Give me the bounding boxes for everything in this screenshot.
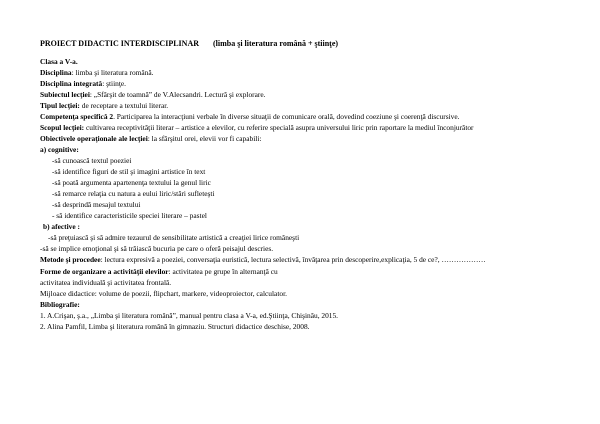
title-main: PROIECT DIDACTIC INTERDISCIPLINAR <box>40 39 199 48</box>
metode-line: Metode şi procedee: lectura expresivă a poeziei, conversaţia euristică, lectura selectivă, învăţarea prin descoperire,explicaţia, 5 de ce?, ……………… <box>40 255 486 264</box>
list-item: -să remarce relaţia cu natura a eului liric/stări sufleteşti <box>52 189 215 198</box>
forme-continuation: activitatea individuală şi activitatea frontală. <box>40 278 172 287</box>
mijloace-line: Mijloace didactice: volume de poezii, flipchart, markere, videoproiector, calculator. <box>40 289 287 298</box>
bibliography-item: 1. A.Crişan, ş.a., „Limba şi literatura română”, manual pentru clasa a V-a, ed.Ştiinţa, Chişinău, 2015. <box>40 311 339 320</box>
obiective-line: Obiectivele operaţionale ale lecţiei: la sfârşitul orei, elevii vor fi capabili: <box>40 134 262 143</box>
bibliography-item: 2. Alina Pamfil, Limba şi literatura română în gimnaziu. Structuri didactice deschise, 2008. <box>40 322 310 331</box>
disciplina-line: Disciplina: limba şi literatura română. <box>40 68 154 77</box>
bibliografie-heading: Bibliografie: <box>40 300 80 309</box>
list-item: -să identifice figuri de stil şi imagini artistice în text <box>52 167 206 176</box>
list-item: -să se implice emoţional şi să trăiască bucuria pe care o oferă peisajul descries. <box>40 244 274 253</box>
list-item: -să cunoască textul poeziei <box>52 156 132 165</box>
clasa-line: Clasa a V-a. <box>40 57 78 66</box>
subiectul-line: Subiectul lecţiei: „Sfârşit de toamnă” de V.Alecsandri. Lectură şi explorare. <box>40 90 266 99</box>
forme-line: Forme de organizare a activităţii elevilor: activitatea pe grupe în alternanţă cu <box>40 267 278 276</box>
scopul-line: Scopul lecţiei: cultivarea receptivităţii literar – artistice a elevilor, cu referire specială asupra universului liric prin raportare la mediul înconjurător <box>40 123 474 132</box>
list-item: -să preţuiască şi să admire tezaurul de sensibilitate artistică a creaţiei lirice româneşti <box>48 233 300 242</box>
cognitive-heading: a) cognitive: <box>40 145 79 154</box>
disciplina-integrata-line: Disciplina integrată: ştiinţe. <box>40 79 127 88</box>
list-item: - să identifice caracteristicile speciei literare – pastel <box>52 211 207 220</box>
tipul-line: Tipul lecţiei: de receptare a textului literar. <box>40 101 169 110</box>
list-item: -să poată argumenta apartenenţa textului la genul liric <box>52 178 211 187</box>
document-title <box>40 40 338 48</box>
list-item: -să desprindă mesajul textului <box>52 200 141 209</box>
afective-heading: b) afective : <box>43 222 80 231</box>
title-subtitle: (limba şi literatura română + ştiinţe) <box>213 39 339 48</box>
competenta-line: Competenţa specifică 2. Participarea la interacţiuni verbale în diverse situaţii de comunicare orală, dovedind coeziune şi coerenţă discursive. <box>40 112 460 121</box>
